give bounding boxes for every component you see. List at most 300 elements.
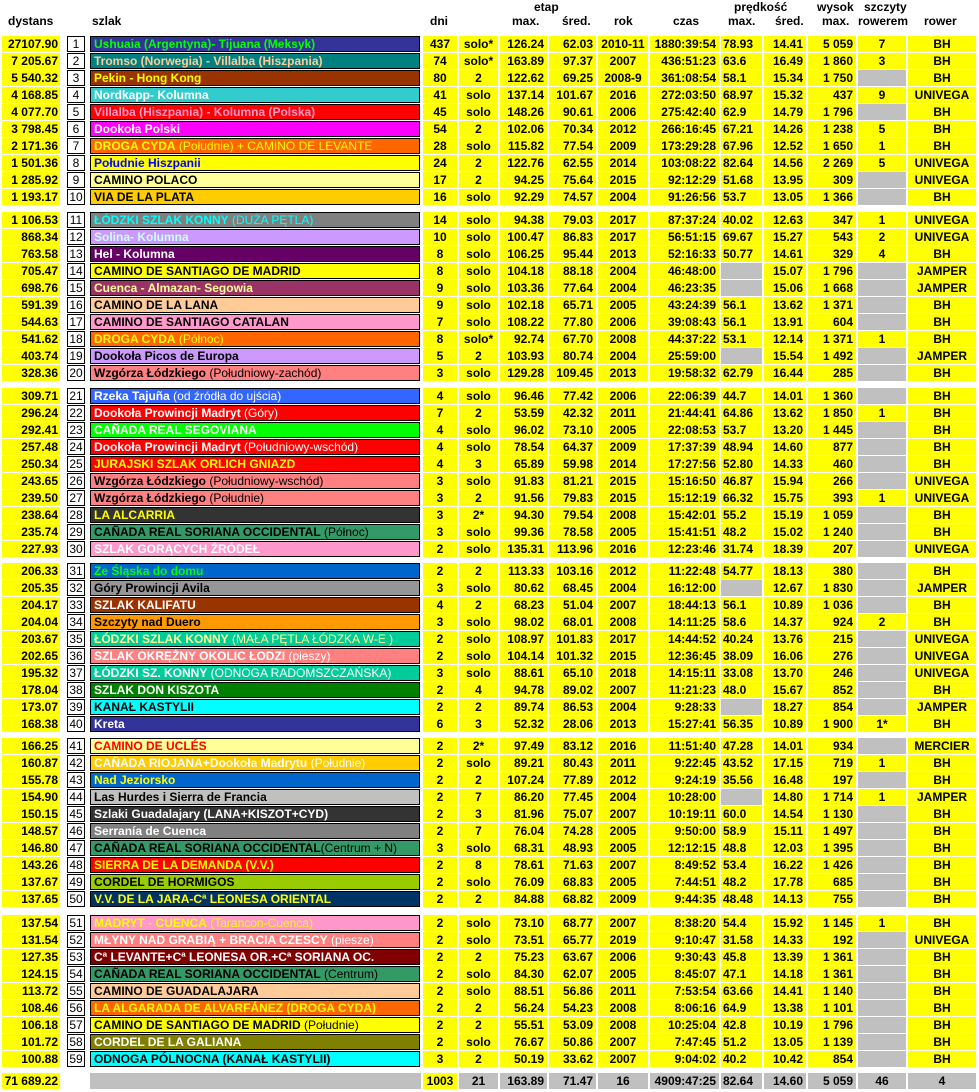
route-title: JURAJSKI SZLAK ORLICH GNIAZD <box>94 457 296 471</box>
cell-dni: 2 <box>423 648 457 664</box>
cell-rower: BH <box>908 524 976 540</box>
cell-predkosc-sred: 13.20 <box>764 422 806 438</box>
cell-predkosc-max: 47.1 <box>721 966 762 982</box>
cell-etap-osoby: solo <box>459 87 498 103</box>
cell-etap-osoby: 2 <box>459 405 498 421</box>
cell-szczyty <box>858 422 906 438</box>
cell-wysok-max: 852 <box>808 682 856 698</box>
table-row <box>0 857 979 874</box>
cell-rower: BH <box>908 456 976 472</box>
cell-predkosc-sred: 14.79 <box>764 104 806 120</box>
cell-predkosc-sred: 14.18 <box>764 966 806 982</box>
cell-etap-max: 108.97 <box>500 631 547 647</box>
cell-rower: MERCIER <box>908 738 976 754</box>
cell-czas: 1880:39:54 <box>650 36 719 52</box>
cell-etap-osoby: solo <box>459 631 498 647</box>
cell-etap-osoby: solo <box>459 189 498 205</box>
cell-etap-max: 78.54 <box>500 439 547 455</box>
cell-rok: 2005 <box>598 874 648 890</box>
cell-etap-max: 55.51 <box>500 1017 547 1033</box>
header-etap: etap <box>534 0 559 14</box>
table-row <box>0 331 979 348</box>
cell-predkosc-max: 48.2 <box>721 874 762 890</box>
cell-czas: 21:44:41 <box>650 405 719 421</box>
table-row <box>0 138 979 155</box>
route-title: Pekin - Hong Kong <box>94 71 202 85</box>
cell-wysok-max: 393 <box>808 490 856 506</box>
cell-etap-max: 52.32 <box>500 716 547 732</box>
cell-rower: UNIVEGA <box>908 541 976 557</box>
cell-route-name <box>90 772 420 788</box>
cell-szczyty <box>858 388 906 404</box>
table-row <box>0 915 979 932</box>
cell-etap-max: 91.83 <box>500 473 547 489</box>
cell-etap-osoby: 2 <box>459 70 498 86</box>
cell-rok: 2012 <box>598 563 648 579</box>
cell-wysok-max: 755 <box>808 891 856 907</box>
cell-rok: 2015 <box>598 172 648 188</box>
cell-predkosc-sred: 13.76 <box>764 631 806 647</box>
cell-etap-osoby: 3 <box>459 716 498 732</box>
cell-etap-max: 73.10 <box>500 915 547 931</box>
cell-etap-sred: 79.03 <box>549 212 596 228</box>
cell-wysok-max: 1 361 <box>808 949 856 965</box>
cell-etap-osoby: solo <box>459 541 498 557</box>
cell-dni: 2 <box>423 915 457 931</box>
table-row <box>0 456 979 473</box>
total-wysok-max: 5 059 <box>808 1073 856 1089</box>
cell-etap-max: 122.76 <box>500 155 547 171</box>
route-title: CAÑADA REAL SEGOVIANA <box>94 423 257 437</box>
cell-predkosc-sred: 15.19 <box>764 507 806 523</box>
cell-etap-osoby: solo <box>459 280 498 296</box>
cell-rower: UNIVEGA <box>908 665 976 681</box>
route-subtitle: (pieszy) <box>285 649 331 663</box>
cell-index: 33 <box>67 597 85 613</box>
cell-index: 39 <box>67 699 85 715</box>
cell-dni: 7 <box>423 405 457 421</box>
cell-etap-osoby: solo <box>459 388 498 404</box>
route-title: Nad Jeziorsko <box>94 773 176 787</box>
cell-dni: 2 <box>423 541 457 557</box>
cell-predkosc-max: 68.97 <box>721 87 762 103</box>
cell-dystans: 203.67 <box>2 631 60 647</box>
header-dystans: dystans <box>8 14 54 28</box>
cell-route-name <box>90 563 420 579</box>
cell-predkosc-sred: 13.05 <box>764 1034 806 1050</box>
cell-predkosc-sred: 10.89 <box>764 597 806 613</box>
cell-szczyty <box>858 365 906 381</box>
cell-rower: UNIVEGA <box>908 490 976 506</box>
cell-szczyty: 1 <box>858 138 906 154</box>
cell-czas: 43:24:39 <box>650 297 719 313</box>
cell-predkosc-max: 82.64 <box>721 155 762 171</box>
cell-czas: 173:29:28 <box>650 138 719 154</box>
cell-predkosc-sred: 15.27 <box>764 229 806 245</box>
cell-dystans: 154.90 <box>2 789 60 805</box>
route-title: DROGA CYDA <box>94 332 176 346</box>
cell-etap-osoby: 4 <box>459 682 498 698</box>
route-title: ŁÓDZKI SZLAK KONNY <box>94 632 229 646</box>
cell-index: 46 <box>67 823 85 839</box>
cell-dni: 4 <box>423 597 457 613</box>
table-row <box>0 563 979 580</box>
cell-szczyty <box>858 648 906 664</box>
table-row <box>0 806 979 823</box>
cell-rower: JAMPER <box>908 280 976 296</box>
cell-predkosc-sred: 15.02 <box>764 524 806 540</box>
cell-route-name <box>90 104 420 120</box>
cell-predkosc-sred: 12.63 <box>764 212 806 228</box>
cell-etap-max: 56.24 <box>500 1000 547 1016</box>
cell-predkosc-max: 56.1 <box>721 597 762 613</box>
cell-rok: 2018 <box>598 665 648 681</box>
cell-predkosc-max <box>721 699 762 715</box>
cell-rower: BH <box>908 365 976 381</box>
cell-etap-max: 89.74 <box>500 699 547 715</box>
cell-dystans: 150.15 <box>2 806 60 822</box>
cell-rok: 2007 <box>598 597 648 613</box>
cell-index: 24 <box>67 439 85 455</box>
cell-czas: 56:51:15 <box>650 229 719 245</box>
cell-predkosc-sred: 12.67 <box>764 580 806 596</box>
cell-etap-max: 89.21 <box>500 755 547 771</box>
route-subtitle: (od źródła do ujścia) <box>169 389 282 403</box>
cell-dystans: 137.54 <box>2 915 60 931</box>
cell-etap-osoby: 2* <box>459 738 498 754</box>
route-subtitle: (Góry) <box>240 406 279 420</box>
cell-dni: 2 <box>423 789 457 805</box>
cell-dystans: 27107.90 <box>2 36 60 52</box>
cell-rok: 2006 <box>598 388 648 404</box>
cell-szczyty <box>858 348 906 364</box>
cell-szczyty: 4 <box>858 246 906 262</box>
cell-dystans: 206.33 <box>2 563 60 579</box>
cell-predkosc-max: 54.4 <box>721 915 762 931</box>
cell-wysok-max: 1 796 <box>808 263 856 279</box>
cell-wysok-max: 1 240 <box>808 524 856 540</box>
cell-predkosc-max: 53.7 <box>721 422 762 438</box>
cell-etap-sred: 42.32 <box>549 405 596 421</box>
cell-route-name <box>90 507 420 523</box>
cell-route-name <box>90 614 420 630</box>
cell-rower: BH <box>908 507 976 523</box>
cell-dystans: 127.35 <box>2 949 60 965</box>
cell-route-name <box>90 155 420 171</box>
cell-rok: 2015 <box>598 490 648 506</box>
cell-predkosc-sred: 15.07 <box>764 263 806 279</box>
cell-czas: 15:27:41 <box>650 716 719 732</box>
cell-dni: 7 <box>423 314 457 330</box>
cell-wysok-max: 719 <box>808 755 856 771</box>
cell-wysok-max: 854 <box>808 699 856 715</box>
cell-czas: 9:22:45 <box>650 755 719 771</box>
cell-szczyty <box>858 172 906 188</box>
cell-dni: 3 <box>423 580 457 596</box>
cell-predkosc-max: 58.6 <box>721 614 762 630</box>
cell-predkosc-sred: 14.26 <box>764 121 806 137</box>
cell-etap-max: 81.96 <box>500 806 547 822</box>
cell-rok: 2013 <box>598 365 648 381</box>
cell-etap-sred: 69.25 <box>549 70 596 86</box>
cell-rok: 2008 <box>598 1000 648 1016</box>
cell-rower: UNIVEGA <box>908 155 976 171</box>
cell-dystans: 146.80 <box>2 840 60 856</box>
cell-szczyty <box>858 823 906 839</box>
table-row <box>0 716 979 733</box>
cell-szczyty <box>858 597 906 613</box>
route-title: CAÑADA REAL SORIANA OCCIDENTAL <box>94 841 321 855</box>
cell-rok: 2004 <box>598 189 648 205</box>
cell-predkosc-max: 56.1 <box>721 314 762 330</box>
cell-dystans: 168.38 <box>2 716 60 732</box>
cell-route-name <box>90 755 420 771</box>
cell-rok: 2017 <box>598 212 648 228</box>
cell-etap-sred: 56.86 <box>549 983 596 999</box>
table-row <box>0 439 979 456</box>
total-rok: 16 <box>598 1073 648 1089</box>
cell-etap-sred: 101.83 <box>549 631 596 647</box>
cell-etap-max: 76.09 <box>500 874 547 890</box>
cell-predkosc-sred: 15.94 <box>764 473 806 489</box>
cell-rok: 2015 <box>598 473 648 489</box>
cell-route-name <box>90 699 420 715</box>
cell-route-name <box>90 682 420 698</box>
total-spacer <box>90 1073 421 1089</box>
cell-index: 36 <box>67 648 85 664</box>
cell-dystans: 541.62 <box>2 331 60 347</box>
cell-dystans: 257.48 <box>2 439 60 455</box>
cell-dni: 9 <box>423 280 457 296</box>
cell-rower: UNIVEGA <box>908 932 976 948</box>
cell-etap-max: 86.20 <box>500 789 547 805</box>
cell-dni: 437 <box>423 36 457 52</box>
cell-czas: 266:16:45 <box>650 121 719 137</box>
table-row <box>0 246 979 263</box>
total-predkosc-sred: 14.60 <box>764 1073 806 1089</box>
cell-etap-max: 137.14 <box>500 87 547 103</box>
cell-predkosc-max: 48.2 <box>721 524 762 540</box>
table-row <box>0 422 979 439</box>
cell-etap-max: 148.26 <box>500 104 547 120</box>
cell-rok: 2004 <box>598 580 648 596</box>
cell-route-name <box>90 70 420 86</box>
cell-dni: 2 <box>423 1017 457 1033</box>
cell-wysok-max: 685 <box>808 874 856 890</box>
cell-dystans: 204.17 <box>2 597 60 613</box>
cell-dni: 28 <box>423 138 457 154</box>
cell-wysok-max: 1 145 <box>808 915 856 931</box>
cell-predkosc-max: 78.93 <box>721 36 762 52</box>
header-predkosc-max: max. <box>728 14 756 28</box>
header-szlak: szlak <box>92 14 122 28</box>
cell-etap-osoby: 2 <box>459 172 498 188</box>
cell-rower: BH <box>908 682 976 698</box>
cell-rower: BH <box>908 915 976 931</box>
cell-predkosc-sred: 13.39 <box>764 949 806 965</box>
cell-etap-osoby: 2 <box>459 563 498 579</box>
cell-czas: 9:28:33 <box>650 699 719 715</box>
cell-index: 56 <box>67 1000 85 1016</box>
table-row <box>0 541 979 558</box>
cell-dystans: 101.72 <box>2 1034 60 1050</box>
cell-rok: 2013 <box>598 716 648 732</box>
cell-rok: 2007 <box>598 915 648 931</box>
cell-route-name <box>90 665 420 681</box>
cell-czas: 9:10:47 <box>650 932 719 948</box>
route-title: Góry Prowincji Avila <box>94 581 210 595</box>
cell-czas: 22:08:53 <box>650 422 719 438</box>
cell-szczyty <box>858 840 906 856</box>
cell-index: 51 <box>67 915 85 931</box>
cell-dni: 2 <box>423 966 457 982</box>
table-row <box>0 580 979 597</box>
cell-etap-sred: 68.45 <box>549 580 596 596</box>
cell-wysok-max: 1 445 <box>808 422 856 438</box>
cell-route-name <box>90 1034 420 1050</box>
cell-dni: 2 <box>423 631 457 647</box>
table-row <box>0 490 979 507</box>
cell-dystans: 1 193.17 <box>2 189 60 205</box>
cell-wysok-max: 1 497 <box>808 823 856 839</box>
cell-rok: 2013 <box>598 246 648 262</box>
cell-route-name <box>90 738 420 754</box>
cell-index: 13 <box>67 246 85 262</box>
cell-predkosc-max: 53.4 <box>721 857 762 873</box>
cell-czas: 46:23:35 <box>650 280 719 296</box>
cell-predkosc-max: 53.1 <box>721 331 762 347</box>
cell-rower: BH <box>908 246 976 262</box>
cell-czas: 8:06:16 <box>650 1000 719 1016</box>
cell-etap-max: 53.59 <box>500 405 547 421</box>
cell-dni: 2 <box>423 949 457 965</box>
total-etap-sred: 71.47 <box>549 1073 596 1089</box>
cell-predkosc-max: 31.58 <box>721 932 762 948</box>
cell-szczyty <box>858 949 906 965</box>
cell-etap-max: 84.30 <box>500 966 547 982</box>
cell-etap-max: 113.33 <box>500 563 547 579</box>
cell-predkosc-max: 54.77 <box>721 563 762 579</box>
cell-czas: 92:12:29 <box>650 172 719 188</box>
cell-etap-sred: 78.58 <box>549 524 596 540</box>
cell-etap-max: 135.31 <box>500 541 547 557</box>
cell-etap-sred: 62.55 <box>549 155 596 171</box>
cell-szczyty <box>858 563 906 579</box>
total-predkosc-max: 82.64 <box>721 1073 762 1089</box>
cell-dni: 14 <box>423 212 457 228</box>
cell-dystans: 5 540.32 <box>2 70 60 86</box>
cell-etap-osoby: solo <box>459 263 498 279</box>
cell-etap-sred: 68.82 <box>549 891 596 907</box>
cell-predkosc-max <box>721 263 762 279</box>
cell-etap-max: 88.51 <box>500 983 547 999</box>
cell-rok: 2008 <box>598 331 648 347</box>
cell-szczyty <box>858 665 906 681</box>
cell-wysok-max: 1 360 <box>808 388 856 404</box>
cell-rok: 2005 <box>598 823 648 839</box>
cell-dni: 17 <box>423 172 457 188</box>
cell-etap-sred: 71.63 <box>549 857 596 873</box>
cell-dystans: 202.65 <box>2 648 60 664</box>
cell-index: 23 <box>67 422 85 438</box>
cell-czas: 15:41:51 <box>650 524 719 540</box>
table-row <box>0 229 979 246</box>
cell-szczyty <box>858 874 906 890</box>
cell-dystans: 235.74 <box>2 524 60 540</box>
cell-predkosc-sred: 13.38 <box>764 1000 806 1016</box>
cell-wysok-max: 1 650 <box>808 138 856 154</box>
table-row <box>0 614 979 631</box>
cell-rok: 2011 <box>598 405 648 421</box>
cell-etap-osoby: 2 <box>459 949 498 965</box>
cell-etap-sred: 68.83 <box>549 874 596 890</box>
cell-dni: 45 <box>423 104 457 120</box>
cell-dni: 2 <box>423 932 457 948</box>
cell-czas: 436:51:23 <box>650 53 719 69</box>
cell-predkosc-sred: 15.34 <box>764 70 806 86</box>
cell-dystans: 4 077.70 <box>2 104 60 120</box>
cell-szczyty <box>858 70 906 86</box>
cell-predkosc-max: 31.74 <box>721 541 762 557</box>
cell-czas: 14:15:11 <box>650 665 719 681</box>
cell-dni: 2 <box>423 806 457 822</box>
route-title: MŁYNY NAD GRABIĄ + BRACIA CZESCY <box>94 933 328 947</box>
cell-predkosc-sred: 15.75 <box>764 490 806 506</box>
cell-etap-sred: 75.64 <box>549 172 596 188</box>
cell-rok: 2016 <box>598 738 648 754</box>
cell-etap-max: 76.67 <box>500 1034 547 1050</box>
cell-czas: 7:53:54 <box>650 983 719 999</box>
cell-wysok-max: 1 139 <box>808 1034 856 1050</box>
cell-predkosc-sred: 13.91 <box>764 314 806 330</box>
cell-szczyty: 3 <box>858 53 906 69</box>
cell-predkosc-max: 46.87 <box>721 473 762 489</box>
table-row <box>0 36 979 53</box>
route-title: Dookoła Polski <box>94 122 181 136</box>
table-row <box>0 738 979 755</box>
table-row <box>0 87 979 104</box>
cell-etap-osoby: solo <box>459 297 498 313</box>
cell-etap-osoby: 2 <box>459 1051 498 1067</box>
route-title: Dookoła Prowincji Madryt <box>94 440 241 454</box>
cell-rower: BH <box>908 966 976 982</box>
cell-route-name <box>90 246 420 262</box>
header-rok: rok <box>614 14 633 28</box>
cell-dni: 74 <box>423 53 457 69</box>
table-row <box>0 70 979 87</box>
total-szczyty: 46 <box>858 1073 906 1089</box>
cell-czas: 19:58:32 <box>650 365 719 381</box>
cell-czas: 8:45:07 <box>650 966 719 982</box>
cell-etap-sred: 62.07 <box>549 966 596 982</box>
cell-etap-max: 96.46 <box>500 388 547 404</box>
cell-index: 45 <box>67 806 85 822</box>
cell-czas: 39:08:43 <box>650 314 719 330</box>
cell-rower: BH <box>908 755 976 771</box>
cell-rower: BH <box>908 314 976 330</box>
cell-etap-sred: 86.83 <box>549 229 596 245</box>
route-subtitle: (Południe) <box>300 1018 359 1032</box>
cell-wysok-max: 2 269 <box>808 155 856 171</box>
cell-czas: 15:16:50 <box>650 473 719 489</box>
route-subtitle: (Północ) <box>320 525 369 539</box>
cell-predkosc-max: 56.35 <box>721 716 762 732</box>
cell-rok: 2008-9 <box>598 70 648 86</box>
cell-etap-osoby: solo <box>459 473 498 489</box>
cell-etap-osoby: solo* <box>459 331 498 347</box>
cell-rok: 2012 <box>598 772 648 788</box>
cell-etap-sred: 33.62 <box>549 1051 596 1067</box>
